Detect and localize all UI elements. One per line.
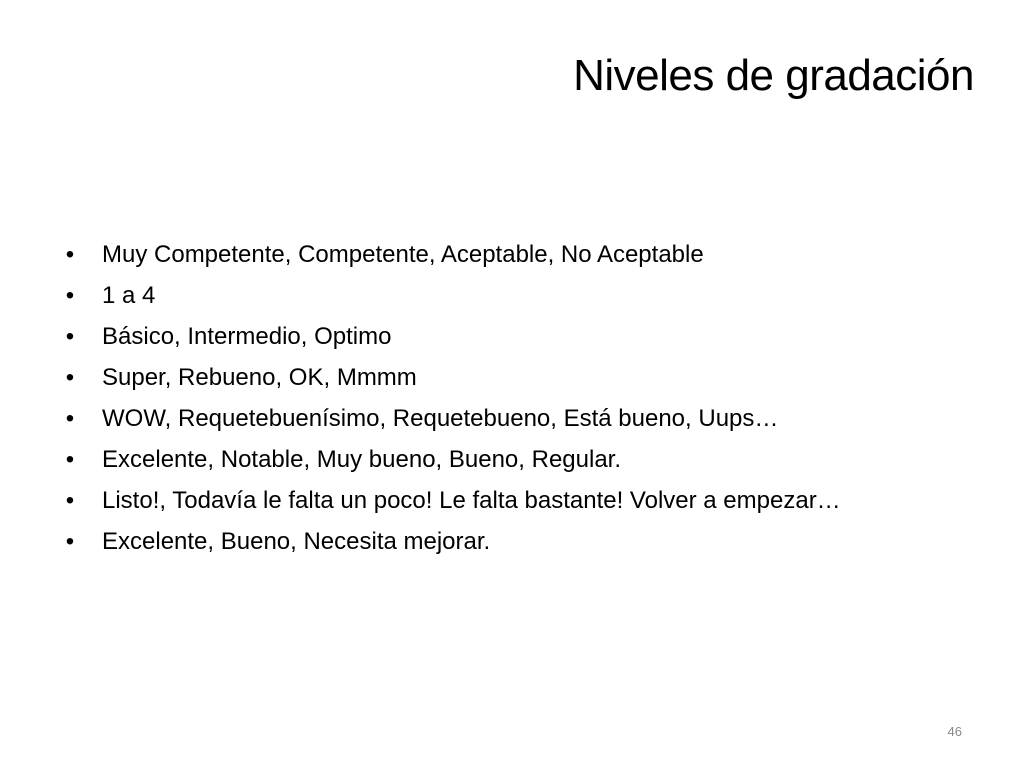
bullet-item xyxy=(60,322,920,352)
bullet-item xyxy=(60,404,920,434)
bullet-icon: • xyxy=(65,446,75,473)
bullet-item xyxy=(60,527,920,557)
bullet-text: Excelente, Notable, Muy bueno, Bueno, Regular. xyxy=(102,446,621,473)
bullet-text: 1 a 4 xyxy=(102,282,156,309)
bullet-item xyxy=(60,486,920,516)
bullet-icon: • xyxy=(65,528,75,555)
bullet-text: WOW, Requetebuenísimo, Requetebueno, Está bueno, Uups… xyxy=(102,405,779,432)
bullet-list xyxy=(60,240,920,568)
bullet-icon: • xyxy=(65,323,75,350)
bullet-item xyxy=(60,240,920,270)
bullet-item xyxy=(60,281,920,311)
bullet-item xyxy=(60,363,920,393)
slide-title: Niveles de gradación xyxy=(573,51,974,100)
bullet-text: Básico, Intermedio, Optimo xyxy=(102,323,392,350)
bullet-icon: • xyxy=(65,364,75,391)
bullet-text: Listo!, Todavía le falta un poco! Le falta bastante! Volver a empezar… xyxy=(102,487,841,514)
bullet-icon: • xyxy=(65,487,75,514)
bullet-text: Muy Competente, Competente, Aceptable, No Aceptable xyxy=(102,241,704,268)
page-number: 46 xyxy=(947,724,962,739)
bullet-text: Excelente, Bueno, Necesita mejorar. xyxy=(102,528,491,555)
bullet-item xyxy=(60,445,920,475)
bullet-icon: • xyxy=(65,405,75,432)
bullet-icon: • xyxy=(65,282,75,309)
bullet-text: Super, Rebueno, OK, Mmmm xyxy=(102,364,417,391)
bullet-icon: • xyxy=(65,241,75,268)
